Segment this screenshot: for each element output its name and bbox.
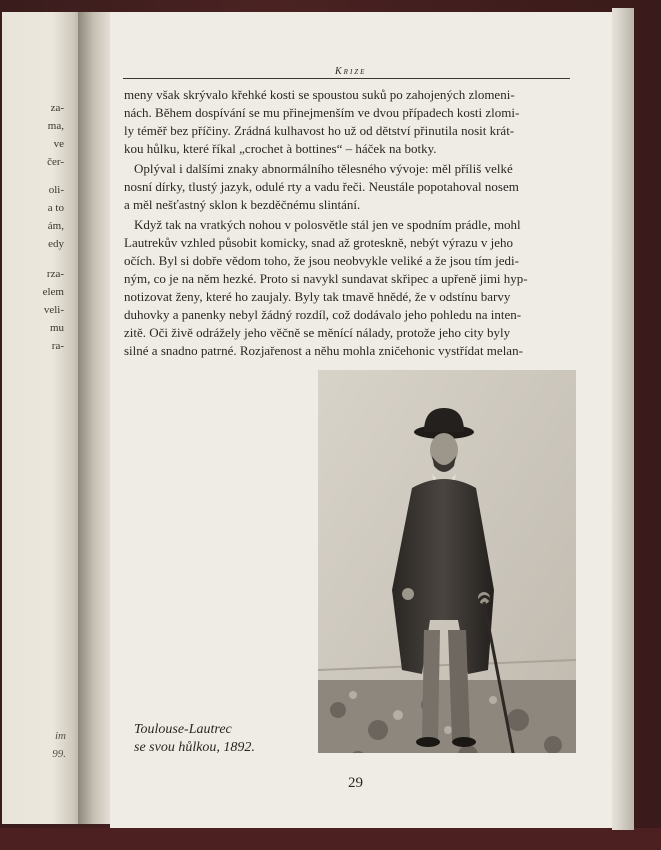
- body-text-line: zitě. Oči živě odrážely jeho věčně se měnící nálady, protože jeho city byly: [124, 325, 511, 340]
- photograph: [318, 370, 576, 753]
- body-text-line: Lautrekův vzhled působit komicky, snad až groteskně, nebýt výrazu v jeho: [124, 235, 514, 250]
- left-text-fragment: ám,: [47, 220, 64, 232]
- body-text-line: duhovky a panenky nebyl žádný rozdíl, což dodávalo jeho pohledu na inten-: [124, 307, 522, 322]
- left-caption-fragment: im: [55, 730, 66, 742]
- body-text-line: nách. Během dospívání se mu přinejmenším ve dvou případech kosti zlomi-: [124, 105, 520, 120]
- page-number: 29: [348, 775, 363, 791]
- cover-bottom-edge: [0, 828, 661, 850]
- running-head: Krize: [335, 66, 367, 77]
- left-text-fragment: oli-: [48, 184, 64, 196]
- body-text-line: notizovat ženy, které ho zaujaly. Byly tak tmavě hnědé, že v odstínu barvy: [124, 289, 511, 304]
- left-text-fragment: ma,: [47, 120, 64, 132]
- left-text-fragment: ra-: [51, 340, 64, 352]
- body-text-line: Oplýval i dalšími znaky abnormálního tělesného vývoje: měl příliš velké: [134, 161, 513, 176]
- left-text-fragment: rza-: [46, 268, 64, 280]
- left-page: [2, 12, 86, 824]
- body-text-line: silné a snadno patrné. Rozjařenost a něhu mohla zničehonic vystřídat melan-: [124, 343, 523, 358]
- header-rule: [123, 78, 570, 79]
- page-stack-edge: [612, 8, 634, 830]
- photo-illustration: [318, 370, 576, 753]
- body-text-line: ným, co je na něm hezké. Proto si navykl sundavat skřipec a upřeně jimi hyp-: [124, 271, 528, 286]
- left-text-fragment: edy: [48, 238, 64, 250]
- body-text-line: a měl nešťastný sklon k bezděčnému slintání.: [124, 197, 361, 212]
- left-text-fragment: mu: [49, 322, 64, 334]
- left-caption-fragment: 99.: [52, 748, 66, 760]
- left-text-fragment: čer-: [47, 156, 64, 168]
- photo-caption-line: se svou hůlkou, 1892.: [134, 740, 255, 755]
- photo-caption-line: Toulouse-Lautrec: [134, 722, 232, 737]
- body-text-line: ly téměř bez příčiny. Zrádná kulhavost ho už od dětství přinutila nosit krát-: [124, 123, 515, 138]
- left-text-fragment: za-: [50, 102, 64, 114]
- body-text-line: nosní dírky, tlustý jazyk, odulé rty a vadu řeči. Neustále popotahoval nosem: [124, 179, 519, 194]
- body-text-line: očích. Byl si dobře vědom toho, že jsou neobvykle veliké a že jsou tím jedi-: [124, 253, 519, 268]
- left-text-fragment: elem: [42, 286, 64, 298]
- left-text-fragment: veli-: [43, 304, 64, 316]
- body-text-line: Když tak na vratkých nohou v polosvětle stál jen ve spodním prádle, mohl: [134, 217, 521, 232]
- body-text-line: meny však skrývalo křehké kosti se spoustou suků po zahojených zlomeni-: [124, 87, 515, 102]
- body-text-line: kou hůlku, které říkal „crochet à bottines“ – háček na botky.: [124, 141, 437, 156]
- left-text-fragment: ve: [53, 138, 64, 150]
- left-text-fragment: a to: [47, 202, 64, 214]
